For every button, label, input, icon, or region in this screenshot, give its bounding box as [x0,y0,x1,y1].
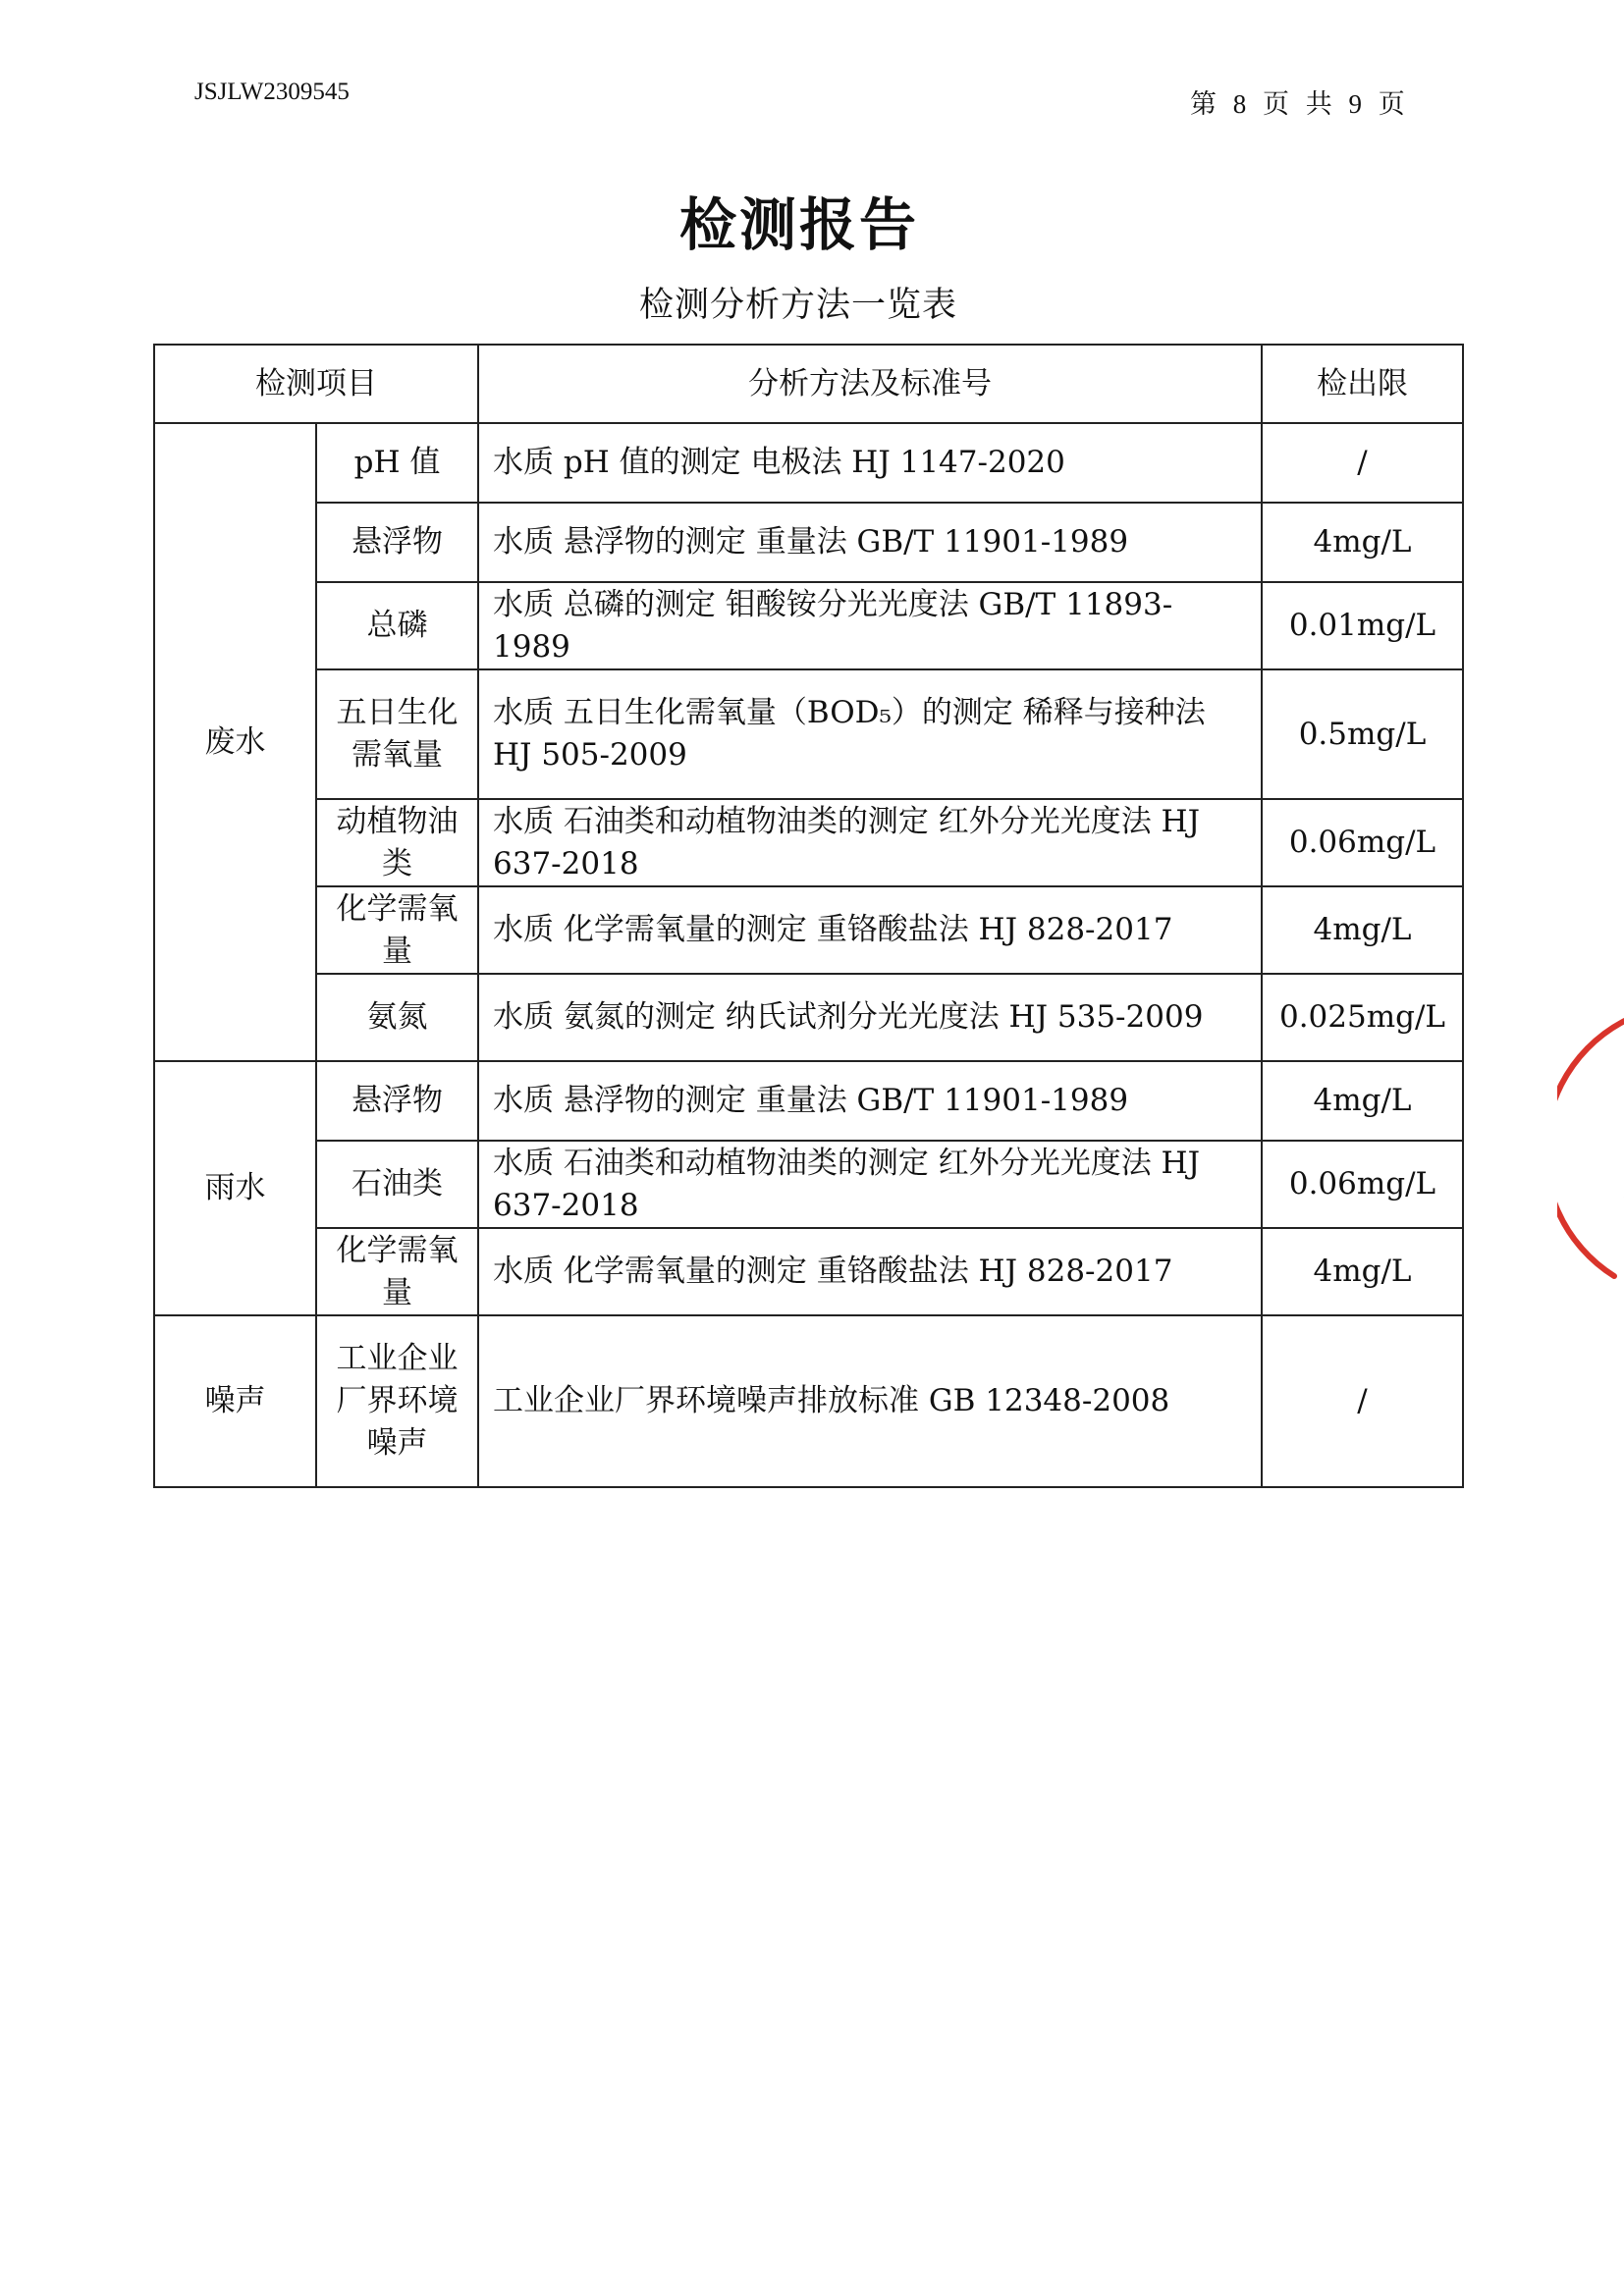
method-cell: 水质 pH 值的测定 电极法 HJ 1147-2020 [478,423,1262,503]
limit-cell: 4mg/L [1262,886,1463,974]
item-cell: 氨氮 [316,974,478,1061]
method-cell: 水质 悬浮物的测定 重量法 GB/T 11901-1989 [478,503,1262,582]
method-cell: 水质 悬浮物的测定 重量法 GB/T 11901-1989 [478,1061,1262,1141]
seal-ring [1557,1007,1624,1276]
table-row [154,669,1463,799]
item-cell: 工业企业厂界环境噪声 [316,1315,478,1487]
item-cell: 总磷 [316,582,478,669]
table-row [154,1061,1463,1141]
table-subtitle: 检测分析方法一览表 [638,286,957,325]
category-cell: 雨水 [154,1061,316,1315]
methods-table [153,344,1464,1488]
page-number: 第 8 页 共 9 页 [1190,89,1410,119]
table-row [154,974,1463,1061]
method-cell: 工业企业厂界环境噪声排放标准 GB 12348-2008 [478,1315,1262,1487]
table-row [154,799,1463,886]
page-title: 检测报告 [678,191,919,258]
item-cell: 动植物油类 [316,799,478,886]
item-cell: 化学需氧量 [316,1228,478,1315]
item-cell: 化学需氧量 [316,886,478,974]
method-cell: 水质 化学需氧量的测定 重铬酸盐法 HJ 828-2017 [478,886,1262,974]
limit-cell: 0.06mg/L [1262,799,1463,886]
limit-cell: / [1262,1315,1463,1487]
item-cell: 悬浮物 [316,1061,478,1141]
category-cell: 噪声 [154,1315,316,1487]
limit-cell: 0.025mg/L [1262,974,1463,1061]
method-cell: 水质 石油类和动植物油类的测定 红外分光光度法 HJ 637-2018 [478,1141,1262,1228]
table-row [154,582,1463,669]
limit-cell: 0.5mg/L [1262,669,1463,799]
table-row [154,423,1463,503]
limit-cell: 4mg/L [1262,503,1463,582]
header-limit: 检出限 [1262,345,1463,423]
item-cell: 石油类 [316,1141,478,1228]
header-item: 检测项目 [154,345,478,423]
method-cell: 水质 氨氮的测定 纳氏试剂分光光度法 HJ 535-2009 [478,974,1262,1061]
method-cell: 水质 五日生化需氧量（BOD₅）的测定 稀释与接种法 HJ 505-2009 [478,669,1262,799]
limit-cell: 0.06mg/L [1262,1141,1463,1228]
limit-cell: 4mg/L [1262,1228,1463,1315]
item-cell: pH 值 [316,423,478,503]
category-cell: 废水 [154,423,316,1061]
table-row [154,886,1463,974]
seal-stamp-fragment [1557,1001,1624,1296]
limit-cell: 0.01mg/L [1262,582,1463,669]
method-cell: 水质 总磷的测定 钼酸铵分光光度法 GB/T 11893-1989 [478,582,1262,669]
limit-cell: 4mg/L [1262,1061,1463,1141]
limit-cell: / [1262,423,1463,503]
table-row [154,503,1463,582]
table-row [154,1228,1463,1315]
method-cell: 水质 石油类和动植物油类的测定 红外分光光度法 HJ 637-2018 [478,799,1262,886]
table-row [154,1315,1463,1487]
report-id: JSJLW2309545 [194,79,350,105]
header-method: 分析方法及标准号 [478,345,1262,423]
item-cell: 悬浮物 [316,503,478,582]
table-row [154,1141,1463,1228]
method-cell: 水质 化学需氧量的测定 重铬酸盐法 HJ 828-2017 [478,1228,1262,1315]
item-cell: 五日生化需氧量 [316,669,478,799]
